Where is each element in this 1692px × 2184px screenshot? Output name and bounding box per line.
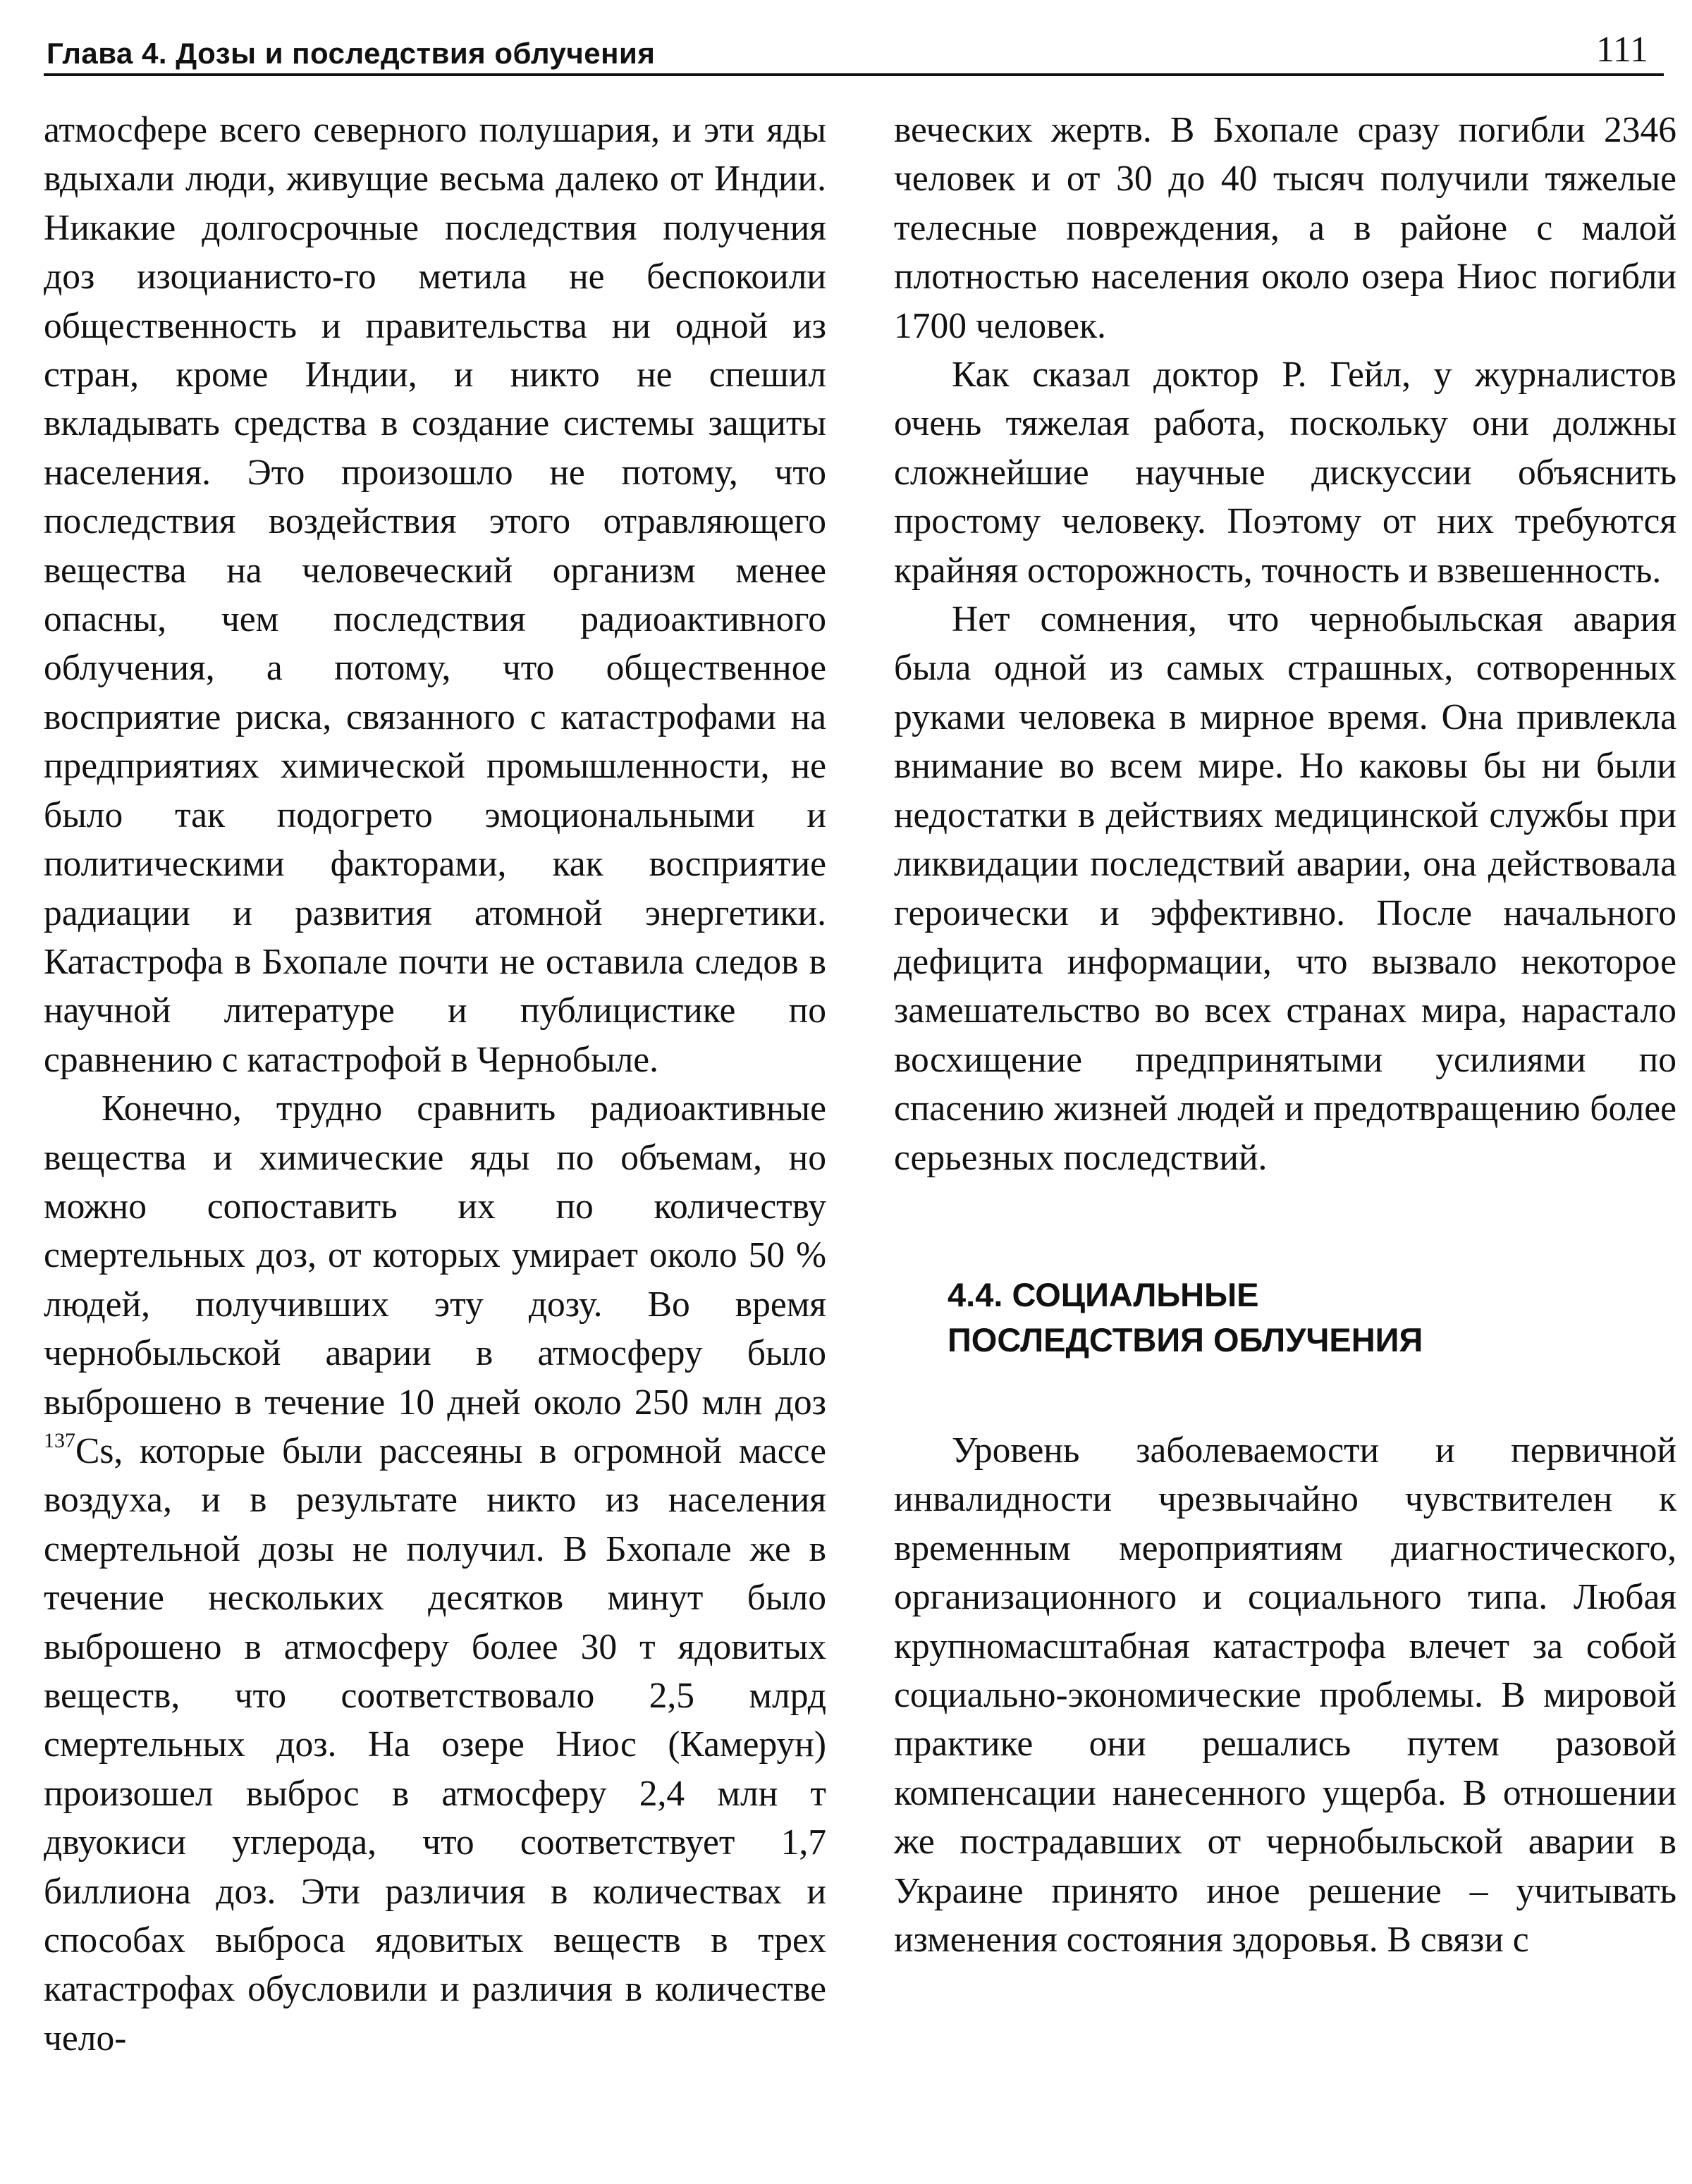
paragraph-right-3: Нет сомнения, что чернобыльская авария была одной из самых страшных, сотворенных руками человека в мирное время. Она привлекла внимание во всем мире. Но каковы бы ни были недостатки в действиях медицинской службы при ликвидации последствий аварии, она действовала героически и эффективно. После начального дефицита информации, что вызвало некоторое замешательство во всех странах мира, нарастало восхищение предпринятыми усилиями по спасению жизней людей и предотвращению более серьезных последствий. [894, 599, 1676, 1178]
paragraph-left-2 [44, 1084, 826, 2063]
header-rule [44, 73, 1664, 76]
section-heading-line-1: 4.4. СОЦИАЛЬНЫЕ [948, 1275, 1259, 1313]
section-heading [948, 1272, 1676, 1363]
paragraph-right-4: Уровень заболеваемости и первичной инвалидности чрезвычайно чувствителен к временным мероприятиям диагностического, организационного и социального типа. Любая крупномасштабная катастрофа влечет за собой социально-экономические проблемы. В мировой практике они решались путем разовой компенсации нанесенного ущерба. В отношении же пострадавших от чернобыльской аварии в Украине принято иное решение – учитывать изменения состояния здоровья. В связи с [894, 1430, 1676, 1960]
running-title: Глава 4. Дозы и последствия облучения [47, 37, 656, 70]
right-column [894, 106, 1676, 1964]
paragraph-right-2: Как сказал доктор Р. Гейл, у журналистов очень тяжелая работа, поскольку они должны сложнейшие научные дискуссии объяснить простому человеку. Поэтому от них требуются крайняя осторожность, точность и взвешенность. [894, 355, 1676, 591]
isotope-mass-number: 137 [44, 1428, 75, 1452]
page-number: 111 [1595, 30, 1648, 70]
paragraph-right-1: веческих жертв. В Бхопале сразу погибли 2346 человек и от 30 до 40 тысяч получили тяжелые телесные повреждения, а в районе с малой плотностью населения около озера Ниос погибли 1700 человек. [894, 110, 1676, 346]
section-heading-line-2: ПОСЛЕДСТВИЯ ОБЛУЧЕНИЯ [948, 1320, 1423, 1358]
isotope-symbol: Cs [75, 1430, 114, 1471]
running-head [47, 31, 1658, 70]
paragraph-left-2-part-a: Конечно, трудно сравнить радиоактивные вещества и химические яды по объемам, но можно сопоставить их по количеству смертельных доз, от которых умирает около 50 % людей, получивших эту дозу. Во время чернобыльской аварии в атмосферу было выброшено в течение 10 дней около 250 млн доз [44, 1088, 826, 1423]
paragraph-left-1: атмосфере всего северного полушария, и эти яды вдыхали люди, живущие весьма далеко от Индии. Никакие долгосрочные последствия получения доз изоцианисто-го метила не беспокоили общественность и правительства ни одной из стран, кроме Индии, и никто не спешил вкладывать средства в создание системы защиты населения. Это произошло не потому, что последствия воздействия этого отравляющего вещества на человеческий организм менее опасны, чем последствия радиоактивного облучения, а потому, что общественное восприятие риска, связанного с катастрофами на предприятиях химической промышленности, не было так подогрето эмоциональными и политическими факторами, как восприятие радиации и развития атомной энергетики. Катастрофа в Бхопале почти не оставила следов в научной литературе и публицистике по сравнению с катастрофой в Чернобыле. [44, 110, 826, 1080]
left-column [44, 106, 826, 2063]
paragraph-left-2-part-b: , которые были рассеяны в огромной массе воздуха, и в результате никто из населения смертельной дозы не получил. В Бхопале же в течение нескольких десятков минут было выброшено в атмосферу более 30 т ядовитых веществ, что соответствовало 2,5 млрд смертельных доз. На озере Ниос (Камерун) произошел выброс в атмосферу 2,4 млн т двуокиси углерода, что соответствует 1,7 биллиона доз. Эти различия в количествах и способах выброса ядовитых веществ в трех катастрофах обусловили и различия в количестве чело- [44, 1430, 826, 2059]
